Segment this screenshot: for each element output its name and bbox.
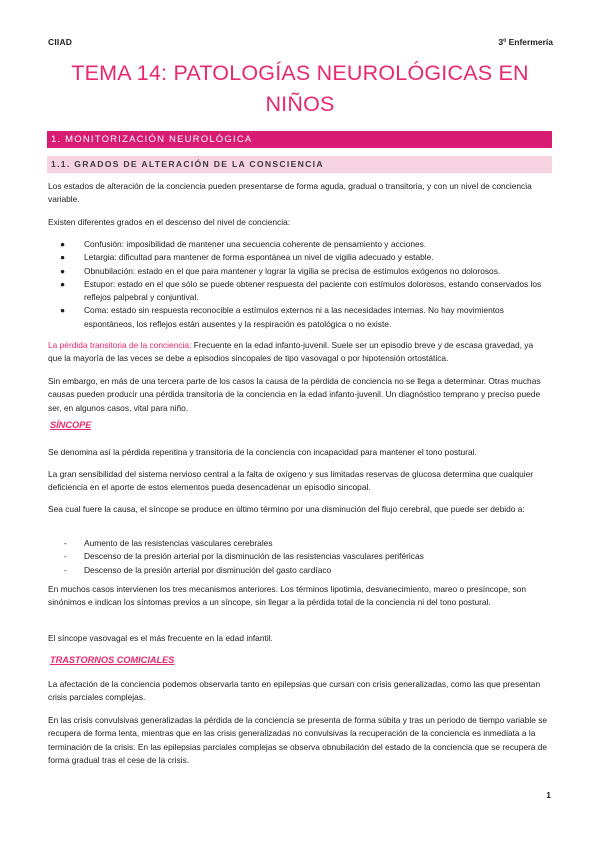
page-number: 1 (546, 790, 551, 800)
paragraph-6: La gran sensibilidad del sistema nervioso central a la falta de oxígeno y sus limitadas reservas de glucosa determina que cualquier deficiencia en el aporte de estos elementos pueda desencadenar un episodio sincopal. (48, 469, 534, 493)
list-item-text: imposibilidad de mantener una secuencia coherente de pensamiento y acciones. (124, 239, 427, 249)
paragraph-7: Sea cual fuere la causa, el síncope se produce en último término por una disminución del flujo cerebral, que puede ser debido a: (48, 504, 525, 514)
list-item (48, 550, 548, 563)
header-right: 3º Enfermería (498, 37, 553, 47)
list-item-text: Aumento de las resistencias vasculares cerebrales (84, 538, 273, 548)
list-item (48, 564, 548, 577)
dash-icon: - (64, 564, 67, 575)
bullet-icon: ● (60, 305, 66, 316)
list-item-text: estado en el que para mantener y lograr la vigilia se precisa de estímulos exógenos no dolorosos. (135, 265, 501, 276)
bullet-icon: ● (60, 265, 66, 276)
list-item-term: Coma: (84, 305, 109, 316)
bullet-icon: ● (60, 278, 66, 289)
grades-list (48, 238, 548, 331)
list-item (48, 537, 548, 550)
dash-icon: - (64, 538, 67, 548)
header-left: CIIAD (48, 37, 73, 47)
paragraph-8: En muchos casos intervienen los tres mecanismos anteriores. Los términos lipotimia, desvanecimiento, mareo o presíncope, son sinónimos e indican los síntomas previos a un síncope, sin llegar a la pérdida total de la conciencia ni del tono postural. (48, 584, 527, 608)
paragraph-2: Existen diferentes grados en el descenso del nivel de conciencia: (48, 217, 291, 227)
list-item-text: estado en el que sólo se puede obtener respuesta del paciente con estímulos dolorosos, estando conservados los reflejos palpebral y conjuntival. (84, 278, 542, 303)
list-item (48, 278, 548, 305)
paragraph-4: Sin embargo, en más de una tercera parte de los casos la causa de la pérdida de conciencia no se llega a determinar. Otras muchas causas pueden producir una pérdida transitoria de la conciencia en la edad infanto-juvenil. Un diagnóstico temprano y preciso puede ser, en algunos casos, vital para niño. (48, 376, 541, 413)
list-item-text: dificultad para mantener de forma espontánea un nivel de vigilia adecuado y estable. (116, 252, 434, 263)
section-heading-1-1: 1.1. GRADOS DE ALTERACIÓN DE LA CONSCIENCIA (47, 156, 552, 173)
list-item-term: Letargia: (84, 252, 117, 263)
paragraph-3-lead: La pérdida transitoria de la conciencia: (48, 340, 192, 350)
title-line-1: TEMA 14: PATOLOGÍAS NEUROLÓGICAS EN (71, 61, 529, 85)
paragraph-3 (48, 339, 548, 366)
paragraph-11: En las crisis convulsivas generalizadas la pérdida de la conciencia se presenta de forma súbita y tras un periodo de tiempo variable se recupera de forma lenta, mientras que en las crisis generalizadas no convulsivas la recuperación de la conciencia es inmediata a la terminación de la crisis. En las epilepsias parciales complejas se observa obnubilación del estado de la conciencia que se recupera de forma gradual tras el cese de la crisis. (48, 715, 548, 765)
document-title (60, 58, 540, 120)
section-heading-1: 1. MONITORIZACIÓN NEUROLÓGICA (47, 131, 552, 148)
list-item (48, 265, 548, 278)
paragraph-10: La afectación de la conciencia podemos observarla tanto en epilepsias que cursan con crisis generalizadas, como las que presentan crisis parciales complejas. (48, 679, 541, 703)
title-line-2: NIÑOS (265, 92, 335, 116)
list-item-term: Obnubilación: (84, 265, 136, 276)
list-item (48, 304, 548, 331)
causes-list (48, 537, 548, 577)
paragraph-5: Se denomina así la pérdida repentina y transitoria de la conciencia con incapacidad para mantener el tono postural. (48, 447, 477, 457)
paragraph-3-text: Frecuente en la edad infanto-juvenil. Suele ser un episodio breve y de escasa gravedad, ya que la mayoría de las veces se debe a episodios sincopales de tipo vasovagal o por hipotensión ortostática. (48, 340, 534, 364)
list-item (48, 238, 548, 251)
subsection-heading-sincope: SÍNCOPE (50, 420, 92, 430)
subsection-heading-trastornos: TRASTORNOS COMICIALES (50, 655, 175, 665)
bullet-icon: ● (60, 252, 66, 263)
list-item-term: Estupor: (84, 278, 116, 289)
dash-icon: - (64, 551, 67, 562)
bullet-icon: ● (60, 239, 66, 249)
list-item-text: Descenso de la presión arterial por la disminución de las resistencias vasculares periféricas (84, 551, 424, 562)
list-item-term: Confusión: (84, 239, 125, 249)
paragraph-1: Los estados de alteración de la conciencia pueden presentarse de forma aguda, gradual o transitoria, y con un nivel de conciencia variable. (48, 181, 532, 205)
list-item (48, 251, 548, 264)
list-item-text: estado sin respuesta reconocible a estímulos externos ni a las necesidades internas. No hay movimientos espontáneos, los reflejos están ausentes y la respiración es patológica o no existe. (84, 305, 504, 329)
list-item-text: Descenso de la presión arterial por disminución del gasto cardíaco (84, 564, 332, 575)
paragraph-9: El síncope vasovagal es el más frecuente en la edad infantil. (48, 633, 273, 643)
